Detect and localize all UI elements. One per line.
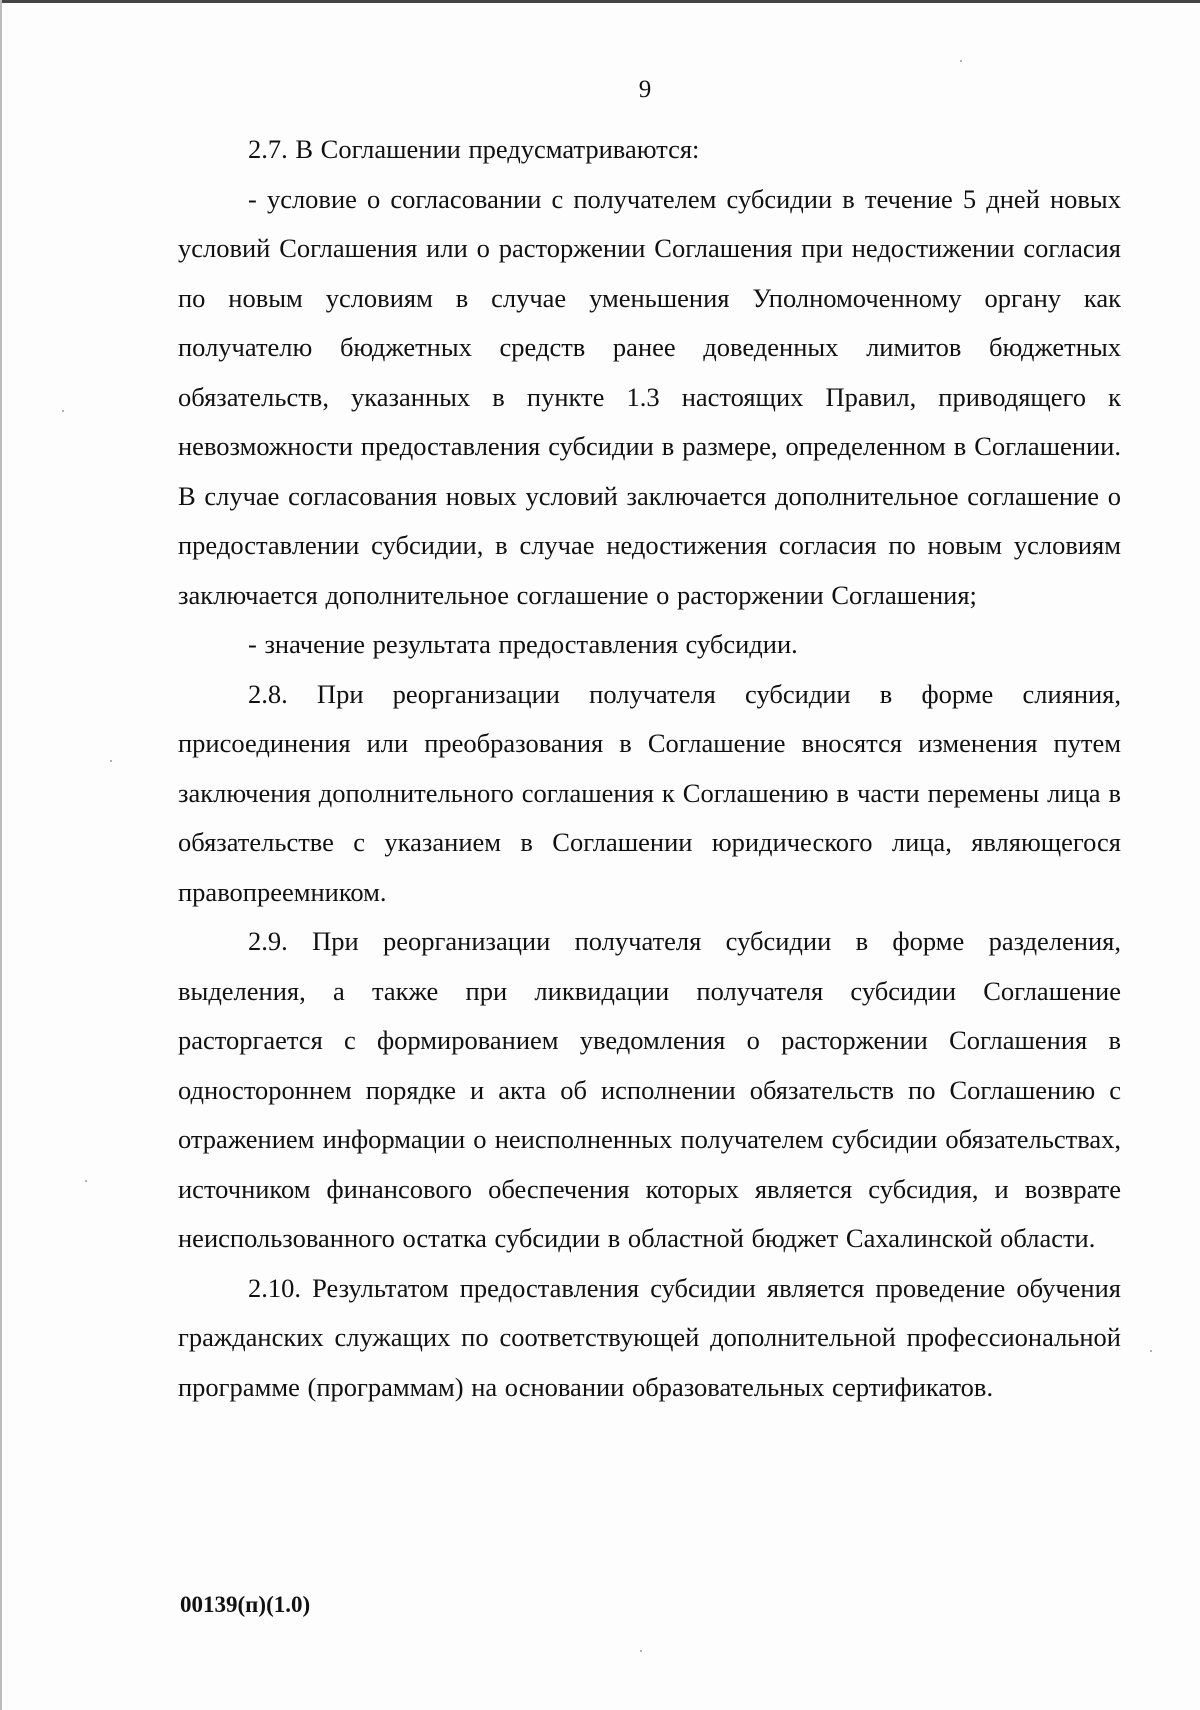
paragraph-2-8: 2.8. При реорганизации получателя субсидии в форме слияния, присоединения или преобразования в Соглашение вносятся изменения путем заключения дополнительного соглашения к Соглашению в части перемены лица в обязательстве с указанием в Соглашении юридического лица, являющегося правопреемником.: [178, 678, 1121, 907]
paragraph-2-9: 2.9. При реорганизации получателя субсидии в форме разделения, выделения, а также при ликвидации получателя субсидии Соглашение расторгается с формированием уведомления о расторжении Соглашения в одностороннем порядке и акта об исполнении обязательств по Соглашению с отражением информации о неисполненных получателем субсидии обязательствах, источником финансового обеспечения которых является субсидия, и возврате неиспользованного остатка субсидии в областной бюджет Сахалинской области.: [178, 926, 1121, 1253]
scan-speck: [1150, 1350, 1152, 1352]
page-number: 9: [638, 76, 652, 103]
paragraph-2-7-heading: 2.7. В Соглашении предусматриваются:: [248, 134, 700, 164]
scan-speck: [640, 1650, 642, 1652]
scan-top-edge: [0, 0, 1200, 3]
paragraph-2-7-condition: - условие о согласовании с получателем субсидии в течение 5 дней новых условий Соглашения или о расторжении Соглашения при недостижении согласия по новым условиям в случае уменьшения Уполномоченному органу как получателю бюджетных средств ранее доведенных лимитов бюджетных обязательств, указанных в пункте 1.3 настоящих Правил, приводящего к невозможности предоставления субсидии в размере, определенном в Соглашении. В случае согласования новых условий заключается дополнительное соглашение о предоставлении субсидии, в случае недостижения согласия по новым условиям заключается дополнительное соглашение о расторжении Соглашения;: [178, 183, 1121, 610]
scan-speck: [62, 410, 64, 412]
scan-speck: [110, 760, 112, 762]
paragraph-2-7-result: - значение результата предоставления субсидии.: [248, 629, 798, 659]
scan-speck: [85, 1180, 87, 1182]
document-code: 00139(п)(1.0): [180, 1592, 311, 1617]
scan-left-edge: [0, 0, 2, 1710]
document-body: [178, 125, 1121, 1412]
scan-speck: [960, 60, 962, 62]
paragraph-2-10: 2.10. Результатом предоставления субсидии является проведение обучения гражданских служащих по соответствующей дополнительной профессиональной программе (программам) на основании образовательных сертификатов.: [178, 1272, 1121, 1402]
